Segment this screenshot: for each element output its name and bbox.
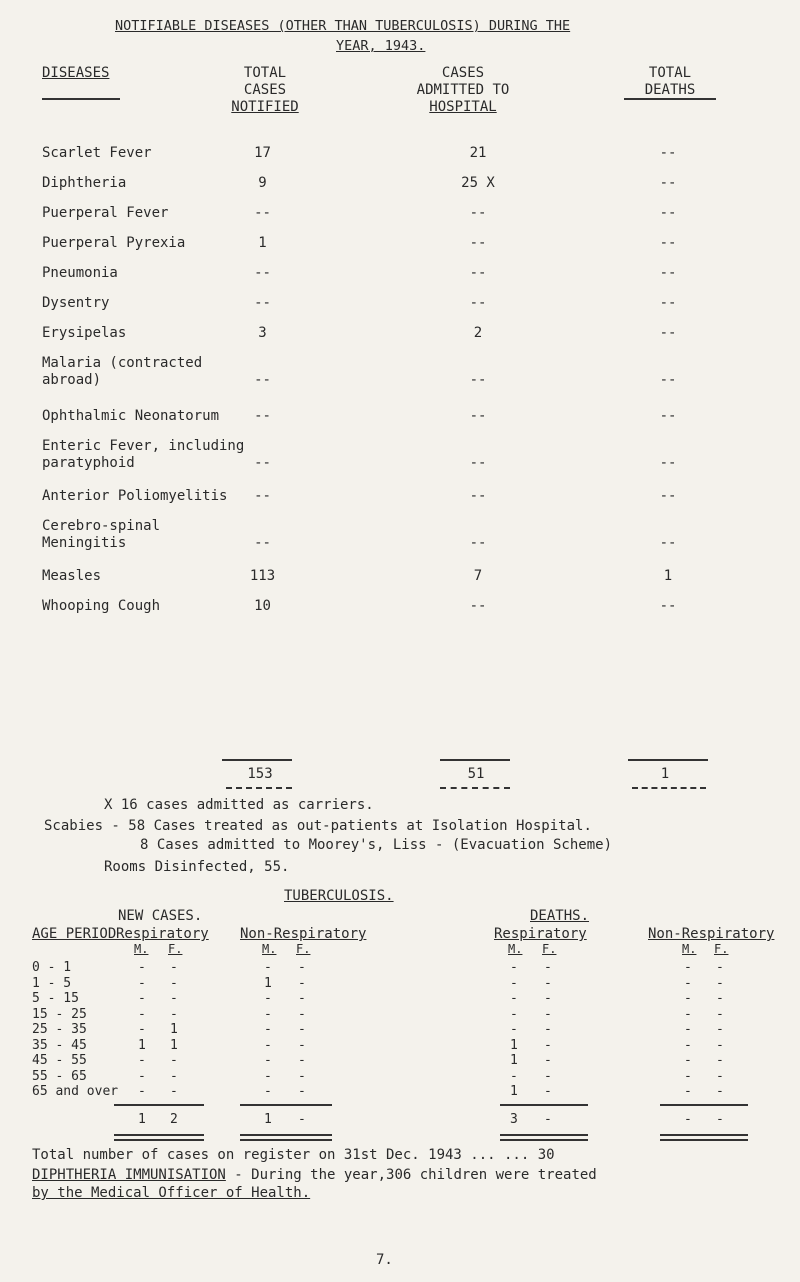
tb-cell: - (716, 1022, 724, 1037)
tb-cell: - (264, 1022, 272, 1037)
tb-cell: - (170, 1053, 178, 1068)
tb-cell: - (544, 1068, 552, 1084)
tb-age-period: 25 - 35 (32, 1022, 87, 1037)
notified-value: -- (254, 295, 271, 311)
total-rule (440, 759, 510, 761)
notified-value: -- (254, 408, 271, 424)
notified-value: -- (254, 372, 271, 388)
disease-name (42, 408, 219, 425)
tb-total-rule (500, 1104, 588, 1106)
scabies-note: Scabies - 58 Cases treated as out-patients at Isolation Hospital. (44, 818, 592, 834)
disease-name-line: Diphtheria (42, 175, 127, 191)
header-underline (42, 98, 120, 100)
disease-name-line: abroad) (42, 372, 102, 388)
total-deaths: 1 (660, 766, 670, 782)
disease-name (42, 205, 168, 222)
tb-cell: - (170, 960, 178, 975)
tb-age-period: 0 - 1 (32, 960, 72, 975)
tb-cell: - (544, 1084, 552, 1099)
male-column-header: M. (134, 942, 149, 956)
tb-total: - (716, 1112, 724, 1127)
notified-header: TOTAL CASES NOTIFIED (231, 65, 299, 115)
notified-value: 9 (258, 175, 267, 191)
admitted-value: -- (469, 235, 487, 251)
admitted-header: CASES ADMITTED TO HOSPITAL (416, 65, 510, 115)
disease-name-line: Erysipelas (42, 325, 127, 341)
tb-cell: - (684, 1053, 692, 1068)
disease-name-line: Malaria (contracted (42, 355, 203, 371)
tb-cell: 1 (138, 1037, 146, 1053)
deaths-value: -- (659, 325, 677, 341)
notified-value: -- (254, 205, 271, 221)
tb-cell: - (510, 960, 518, 975)
total-double-rule (440, 787, 510, 789)
notified-value: 10 (254, 598, 271, 614)
tb-cell: - (298, 1022, 306, 1037)
admitted-value: -- (469, 488, 487, 504)
male-column-header: M. (262, 942, 277, 956)
tb-cell: - (138, 991, 146, 1006)
page-title: NOTIFIABLE DISEASES (OTHER THAN TUBERCULOSIS) DURING THE (115, 18, 571, 34)
disease-name (42, 235, 185, 252)
tb-age-period: 45 - 55 (32, 1053, 87, 1068)
rooms-disinfected: Rooms Disinfected, 55. (104, 859, 290, 875)
tb-cell: - (684, 991, 692, 1006)
tb-cell: - (684, 1068, 692, 1084)
immunisation-note (32, 1167, 597, 1183)
tb-cell: - (684, 1006, 692, 1022)
tb-cell: - (138, 1006, 146, 1022)
tb-cell: - (510, 1006, 518, 1022)
scabies-note-2: 8 Cases admitted to Moorey's, Liss - (Evacuation Scheme) (140, 837, 613, 853)
tb-total-rule (114, 1104, 204, 1106)
notified-value: 17 (254, 145, 271, 161)
immunisation-heading: DIPHTHERIA IMMUNISATION (32, 1167, 226, 1183)
disease-name-line: Meningitis (42, 535, 127, 551)
tb-cell: - (298, 1006, 306, 1022)
female-column-header: F. (296, 942, 311, 956)
tb-age-period: 5 - 15 (32, 991, 79, 1006)
tb-cell: - (716, 1006, 724, 1022)
deaths-value: -- (659, 175, 677, 191)
tb-cell: - (298, 1084, 306, 1099)
disease-name-line: Cerebro-spinal (42, 518, 161, 534)
disease-name-line: Enteric Fever, including (42, 438, 245, 454)
admitted-value: -- (469, 295, 487, 311)
tb-cell: - (544, 1022, 552, 1037)
tb-cell: - (510, 1022, 518, 1037)
tb-cell: - (544, 1006, 552, 1022)
immunisation-note-2: by the Medical Officer of Health. (32, 1185, 311, 1201)
tb-cell: 1 (264, 975, 272, 991)
tb-cell: - (138, 1084, 146, 1099)
tb-cell: - (684, 960, 692, 975)
tb-cell: - (264, 991, 272, 1006)
page-subtitle: YEAR, 1943. (336, 38, 426, 54)
admitted-value: 25 X (461, 175, 495, 191)
tb-cell: 1 (510, 1084, 518, 1099)
tb-cell: - (716, 1068, 724, 1084)
tb-age-period: 55 - 65 (32, 1068, 87, 1084)
tb-deaths-nonresp-header: Non-Respiratory (648, 926, 775, 942)
disease-name-line: Anterior Poliomyelitis (42, 488, 228, 504)
tb-deaths-resp-header: Respiratory (494, 926, 587, 942)
tb-cell: - (544, 960, 552, 975)
tb-cell: - (298, 1053, 306, 1068)
tb-total: - (684, 1112, 692, 1127)
tb-cell: - (170, 1084, 178, 1099)
tb-cell: - (684, 1022, 692, 1037)
female-column-header: F. (168, 942, 183, 956)
total-admitted: 51 (467, 766, 485, 782)
total-rule (222, 759, 292, 761)
tb-cell: - (264, 1084, 272, 1099)
tb-cell: - (684, 975, 692, 991)
tb-cell: - (716, 991, 724, 1006)
notified-value: -- (254, 265, 271, 281)
tb-cell: - (716, 1084, 724, 1099)
tb-cell: - (510, 991, 518, 1006)
disease-name (42, 145, 152, 162)
tb-cell: - (510, 975, 518, 991)
disease-name-line: Whooping Cough (42, 598, 161, 614)
register-total: Total number of cases on register on 31st Dec. 1943 ... ... 30 (32, 1147, 555, 1163)
notified-value: -- (254, 488, 271, 504)
deaths-value: -- (659, 455, 677, 471)
disease-name-line: Ophthalmic Neonatorum (42, 408, 220, 424)
disease-name (42, 295, 109, 312)
female-column-header: F. (714, 942, 729, 956)
page-number: 7. (376, 1252, 393, 1268)
tb-cell: - (298, 1037, 306, 1053)
disease-header: DISEASES (42, 65, 110, 81)
tb-cell: - (138, 1068, 146, 1084)
tb-cell: - (264, 1037, 272, 1053)
tb-total-double-rule (114, 1134, 204, 1141)
deaths-value: -- (659, 265, 677, 281)
tb-cell: - (138, 975, 146, 991)
tb-new-cases-heading: NEW CASES. (118, 908, 203, 924)
disease-name (42, 325, 126, 342)
admitted-value: -- (469, 408, 487, 424)
admitted-value: -- (469, 598, 487, 614)
admitted-value: 21 (469, 145, 487, 161)
disease-name-line: Dysentry (42, 295, 110, 311)
total-double-rule (632, 787, 706, 789)
tb-total: 1 (138, 1112, 146, 1127)
tb-total-double-rule (660, 1134, 748, 1141)
tb-cell: - (298, 960, 306, 975)
male-column-header: M. (682, 942, 697, 956)
deaths-value: -- (659, 295, 677, 311)
disease-name (42, 488, 227, 505)
tb-cell: - (510, 1068, 518, 1084)
disease-name (42, 355, 202, 389)
deaths-value: -- (659, 535, 677, 551)
tb-cell: - (138, 1053, 146, 1068)
tb-cell: 1 (170, 1022, 178, 1037)
tb-cell: - (684, 1037, 692, 1053)
tb-cell: - (544, 1053, 552, 1068)
disease-name (42, 438, 244, 472)
tb-cell: - (716, 975, 724, 991)
tb-cell: - (138, 960, 146, 975)
deaths-value: -- (659, 235, 677, 251)
admitted-value: -- (469, 535, 487, 551)
tb-cell: - (264, 1006, 272, 1022)
tb-cell: 1 (170, 1037, 178, 1053)
admitted-value: 2 (473, 325, 483, 341)
tb-total-double-rule (240, 1134, 332, 1141)
disease-name (42, 518, 160, 552)
tb-cell: - (264, 1068, 272, 1084)
disease-name-line: Puerperal Fever (42, 205, 169, 221)
tb-total: 2 (170, 1112, 178, 1127)
tb-cell: - (264, 960, 272, 975)
tb-cell: - (298, 991, 306, 1006)
total-rule (628, 759, 708, 761)
tb-cell: - (170, 1006, 178, 1022)
tb-total-rule (660, 1104, 748, 1106)
deaths-value: -- (659, 598, 677, 614)
female-column-header: F. (542, 942, 557, 956)
tb-cell: - (170, 975, 178, 991)
tb-age-period: 1 - 5 (32, 975, 72, 991)
deaths-value: -- (659, 408, 677, 424)
tb-new-nonresp-header: Non-Respiratory (240, 926, 367, 942)
tb-cell: - (298, 1068, 306, 1084)
disease-name (42, 568, 101, 585)
tb-age-period: 35 - 45 (32, 1037, 87, 1053)
disease-name-line: Puerperal Pyrexia (42, 235, 186, 251)
disease-name-line: Scarlet Fever (42, 145, 152, 161)
notified-value: 1 (258, 235, 267, 251)
notified-value: -- (254, 535, 271, 551)
tb-total: 1 (264, 1112, 272, 1127)
admitted-value: 7 (473, 568, 483, 584)
admitted-value: -- (469, 265, 487, 281)
total-double-rule (226, 787, 292, 789)
tb-cell: - (298, 975, 306, 991)
deaths-header: TOTAL DEATHS (644, 65, 696, 98)
admitted-value: -- (469, 455, 487, 471)
tb-age-period: 15 - 25 (32, 1006, 87, 1022)
tb-total: - (298, 1112, 306, 1127)
disease-name (42, 598, 160, 615)
disease-name-line: Pneumonia (42, 265, 118, 281)
deaths-value: -- (659, 205, 677, 221)
tb-age-period-header: AGE PERIOD (32, 926, 117, 942)
tb-deaths-heading: DEATHS. (530, 908, 590, 924)
tb-cell: - (170, 1068, 178, 1084)
tb-cell: - (684, 1084, 692, 1099)
tb-cell: 1 (510, 1053, 518, 1068)
tb-cell: - (170, 991, 178, 1006)
disease-name (42, 175, 126, 192)
tb-total: 3 (510, 1112, 518, 1127)
disease-name-line: paratyphoid (42, 455, 135, 471)
tb-cell: - (544, 991, 552, 1006)
admitted-value: -- (469, 372, 487, 388)
tb-cell: - (138, 1022, 146, 1037)
male-column-header: M. (508, 942, 523, 956)
admitted-value: -- (469, 205, 487, 221)
tb-cell: 1 (510, 1037, 518, 1053)
tb-age-period: 65 and over (32, 1084, 119, 1099)
tb-total-double-rule (500, 1134, 588, 1141)
tb-new-resp-header: Respiratory (116, 926, 209, 942)
tb-total-rule (240, 1104, 332, 1106)
tb-cell: - (716, 1053, 724, 1068)
notified-value: -- (254, 455, 271, 471)
tb-cell: - (544, 975, 552, 991)
disease-name (42, 265, 118, 282)
total-notified: 153 (247, 766, 273, 782)
deaths-value: -- (659, 145, 677, 161)
tb-total: - (544, 1112, 552, 1127)
deaths-value: -- (659, 372, 677, 388)
notified-value: 113 (249, 568, 276, 584)
tb-cell: - (716, 1037, 724, 1053)
deaths-value: -- (659, 488, 677, 504)
tb-cell: - (264, 1053, 272, 1068)
immunisation-text: - During the year,306 children were treated (225, 1167, 597, 1183)
header-underline (624, 98, 716, 100)
deaths-value: 1 (663, 568, 673, 584)
notified-value: 3 (258, 325, 267, 341)
tb-cell: - (544, 1037, 552, 1053)
tuberculosis-title: TUBERCULOSIS. (284, 888, 394, 904)
disease-name-line: Measles (42, 568, 102, 584)
carriers-footnote: X 16 cases admitted as carriers. (104, 797, 374, 813)
tb-cell: - (716, 960, 724, 975)
